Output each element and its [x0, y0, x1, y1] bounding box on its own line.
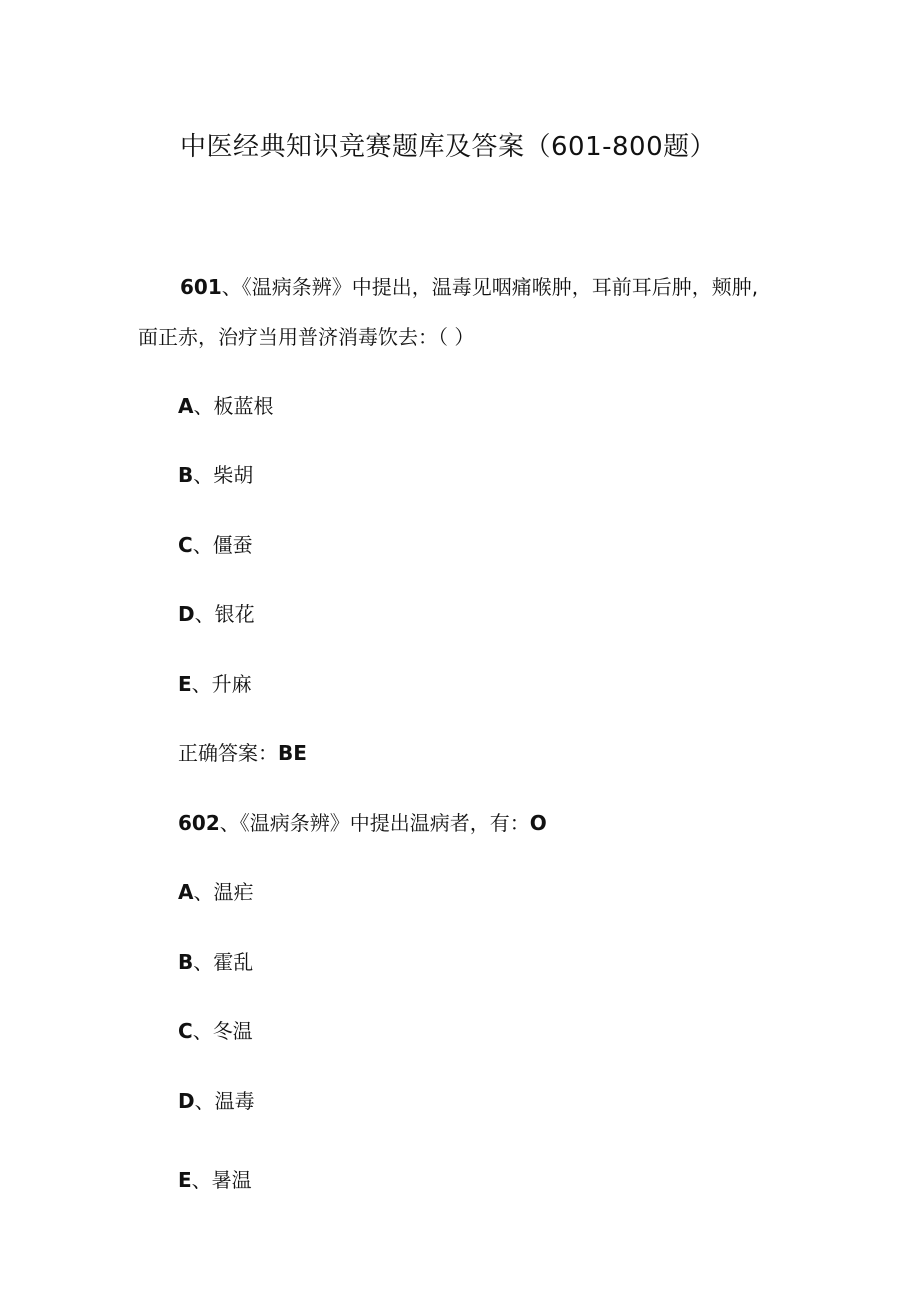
option-text: 暑温 — [211, 1168, 252, 1192]
option-separator: 、 — [193, 463, 214, 487]
option-text: 霍乱 — [213, 950, 254, 974]
option-letter: C — [178, 1019, 193, 1043]
option-b — [178, 946, 253, 975]
option-separator: 、 — [191, 1168, 212, 1192]
option-text: 冬温 — [212, 1019, 253, 1043]
option-text: 僵蚕 — [212, 533, 253, 557]
option-c — [178, 529, 253, 558]
option-text: 板蓝根 — [213, 394, 274, 418]
option-letter: B — [178, 950, 194, 974]
question-number: 602 — [178, 811, 220, 835]
option-d — [178, 598, 255, 627]
document-title: 中医经典知识竞赛题库及答案（601-800题） — [180, 132, 717, 162]
question-number: 601 — [180, 275, 222, 299]
option-separator: 、 — [194, 1089, 215, 1113]
option-separator: 、 — [194, 602, 215, 626]
option-letter: D — [178, 602, 195, 626]
option-separator: 、 — [193, 394, 214, 418]
option-letter: E — [178, 1168, 192, 1192]
option-separator: 、 — [193, 880, 214, 904]
option-e — [178, 1164, 252, 1193]
question-separator: 、 — [219, 811, 240, 835]
answer-value: BE — [278, 741, 307, 765]
option-letter: E — [178, 672, 192, 696]
option-separator: 、 — [191, 672, 212, 696]
question-602-line1 — [178, 807, 547, 836]
question-separator: 、 — [221, 275, 242, 299]
option-c — [178, 1015, 253, 1044]
question-text: 《温病条辨》中提出温病者，有： — [239, 811, 530, 835]
option-text: 银花 — [214, 602, 255, 626]
option-text: 温毒 — [214, 1089, 255, 1113]
answer-label: 正确答案： — [178, 741, 278, 765]
option-d — [178, 1085, 255, 1114]
option-separator: 、 — [193, 950, 214, 974]
option-text: 升麻 — [211, 672, 252, 696]
option-text: 温疟 — [213, 880, 254, 904]
option-e — [178, 668, 252, 697]
option-separator: 、 — [192, 1019, 213, 1043]
question-601-line2: 面正赤，治疗当用普济消毒饮去：（ ） — [138, 325, 475, 349]
option-letter: A — [178, 394, 194, 418]
option-separator: 、 — [192, 533, 213, 557]
question-601-line1 — [180, 271, 758, 300]
answer-line — [178, 737, 307, 766]
option-letter: D — [178, 1089, 195, 1113]
option-text: 柴胡 — [213, 463, 254, 487]
option-letter: A — [178, 880, 194, 904]
option-a — [178, 390, 273, 419]
option-letter: C — [178, 533, 193, 557]
option-b — [178, 459, 253, 488]
option-a — [178, 876, 253, 905]
question-text: 《温病条辨》中提出，温毒见咽痛喉肿，耳前耳后肿，颊肿, — [241, 275, 759, 299]
question-suffix: O — [529, 811, 547, 835]
option-letter: B — [178, 463, 194, 487]
